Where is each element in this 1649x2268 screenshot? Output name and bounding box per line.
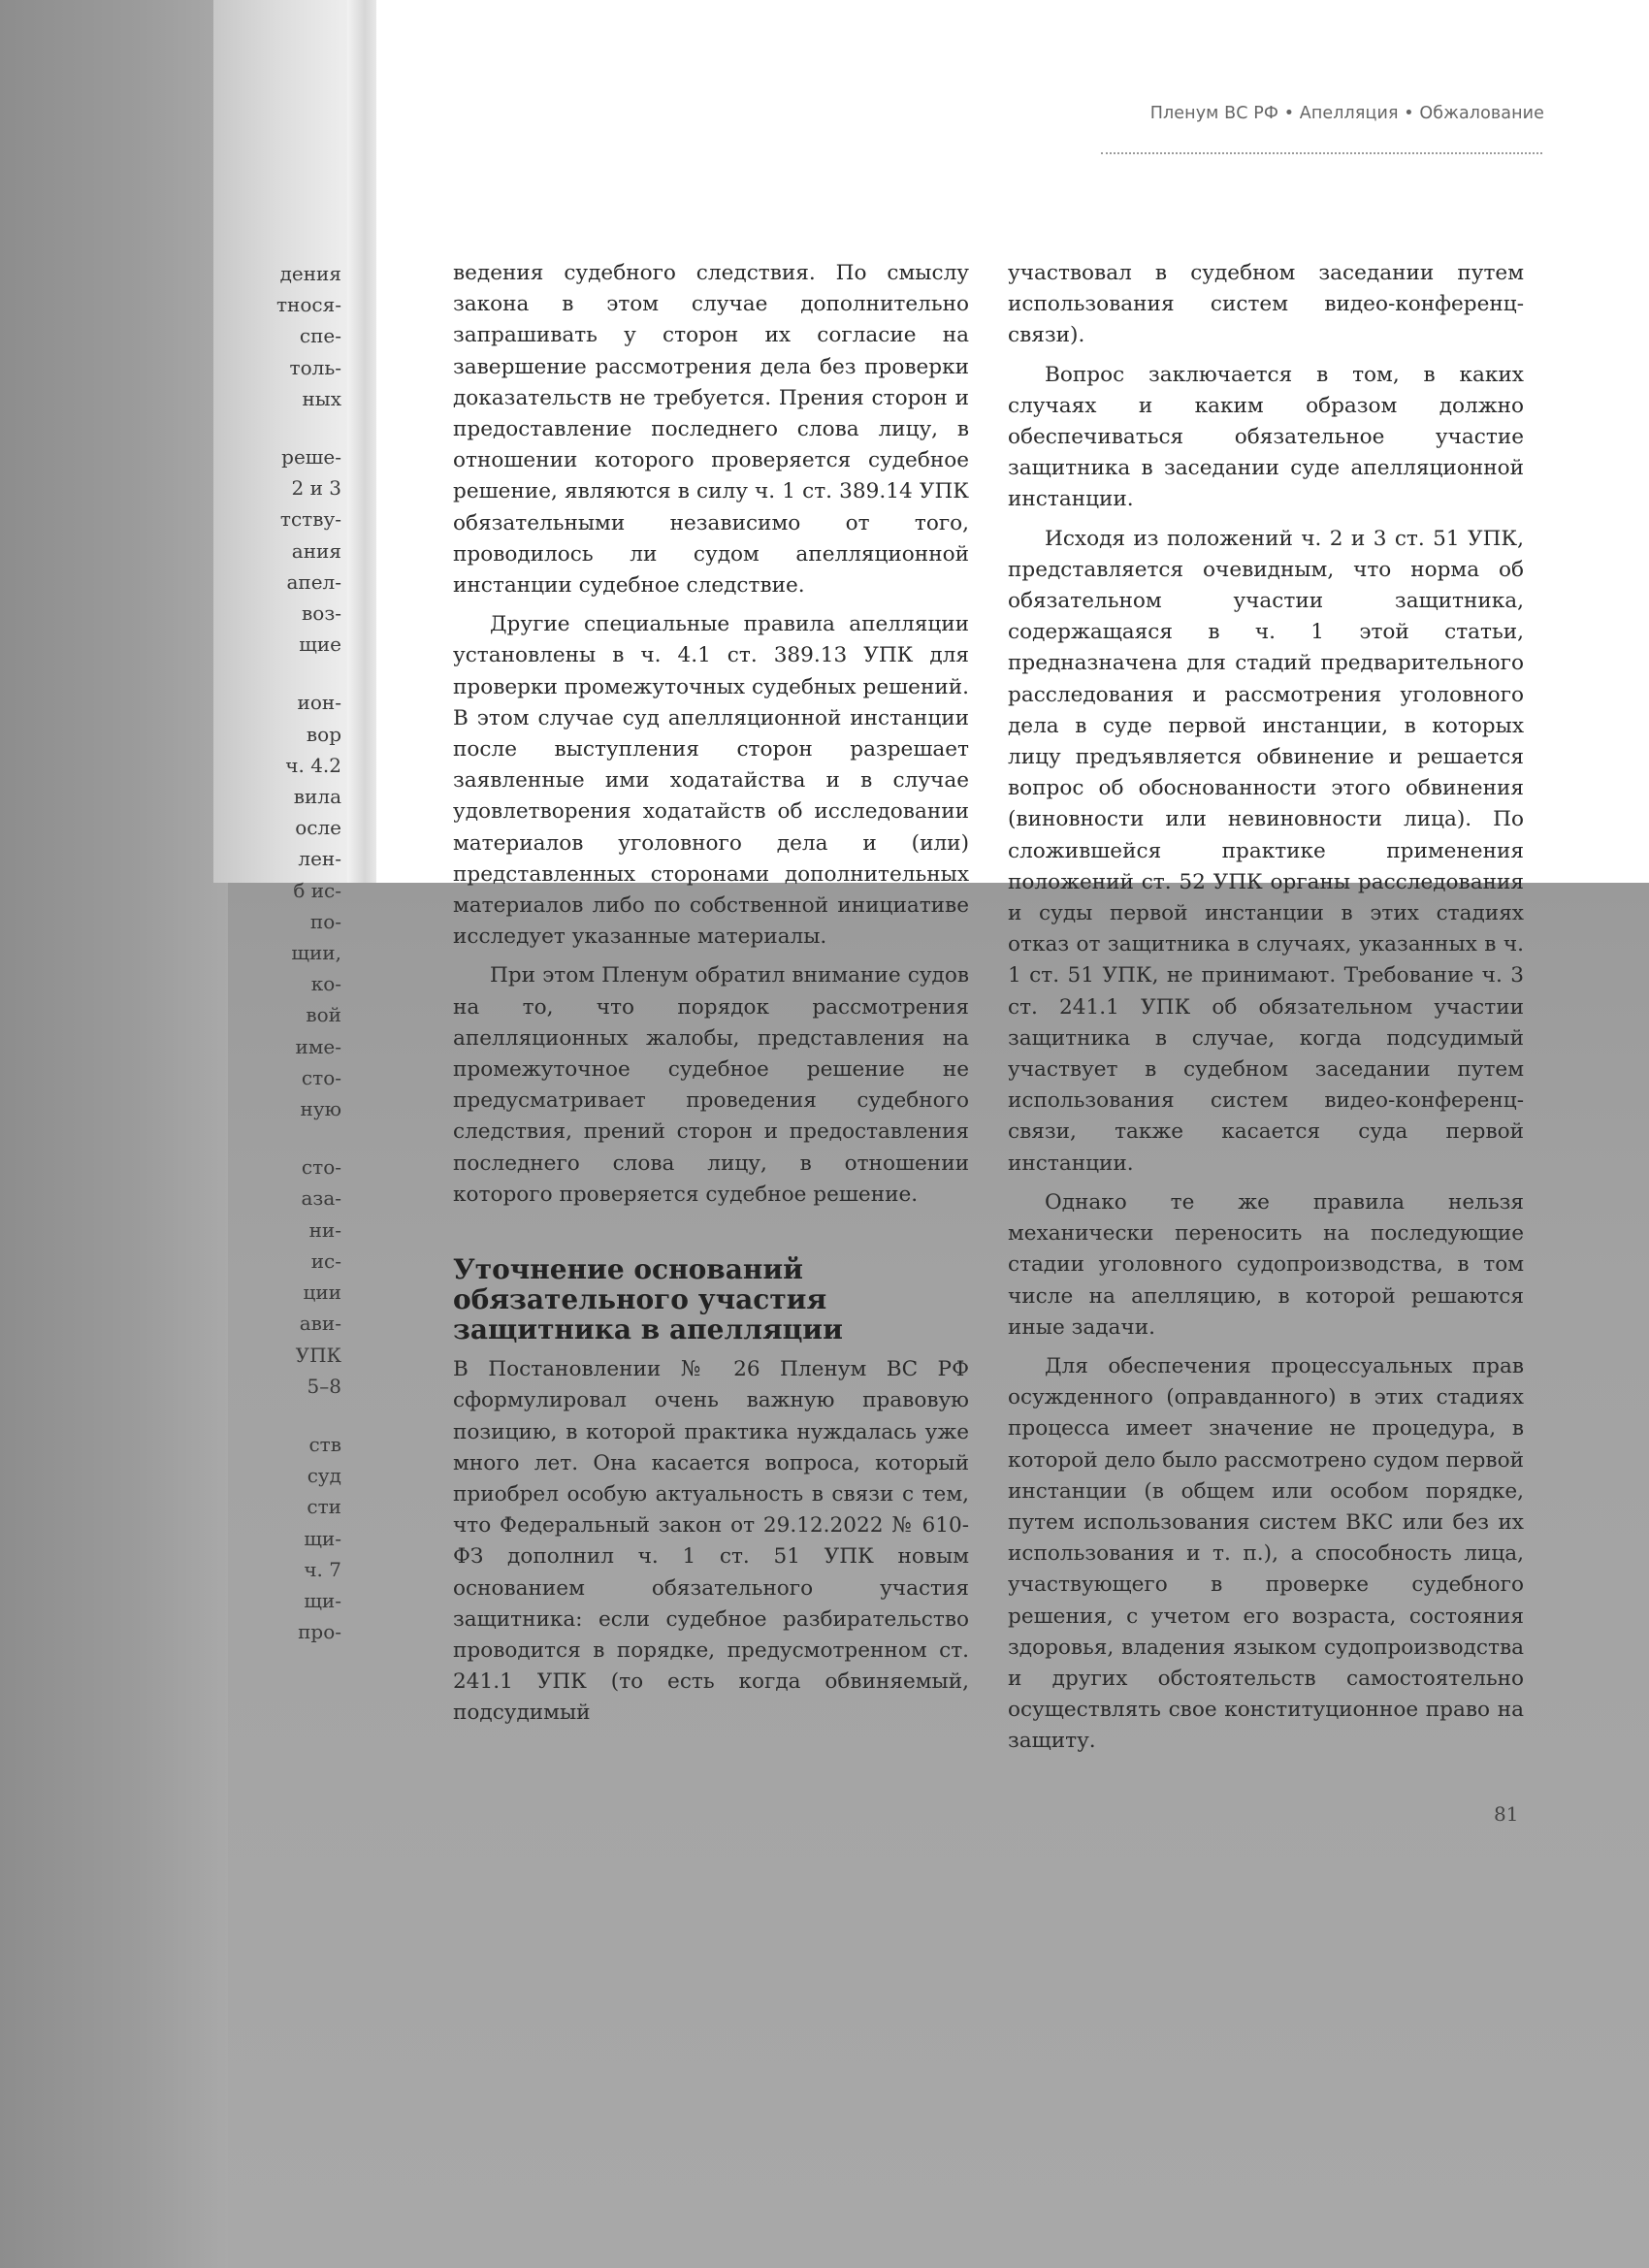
text-column-right bbox=[1008, 258, 1524, 1758]
facing-page-fragment bbox=[244, 660, 341, 687]
facing-page-fragment: УПК bbox=[295, 1343, 341, 1367]
facing-page-fragment: сти bbox=[307, 1495, 341, 1519]
facing-page-fragment: тству- bbox=[279, 507, 341, 532]
section-heading: Уточнение оснований обязательного участия защитника в апелляции bbox=[453, 1253, 843, 1346]
paragraph: В Постановлении № 26 Пленум ВС РФ сформулировал очень важную правовую позицию, в которой практика нуждалась уже много лет. Она касается вопроса, который приобрел особую актуальность в связи с тем, что Федеральный закон от 29.12.2022 № 610-ФЗ дополнил ч. 1 ст. 51 УПК новым основанием обязательного участия защитника: если судебное разбирательство проводится в порядке, предусмотренном ст. 241.1 УПК (то есть когда обвиняемый, подсудимый bbox=[453, 1357, 969, 1726]
facing-page-fragment: апел- bbox=[286, 569, 341, 594]
page-fold bbox=[347, 0, 376, 883]
facing-page-fragment: по- bbox=[309, 909, 341, 933]
paragraph: ведения судебного следствия. По смыслу закона в этом случае дополнительно запрашивать у сторон их согласие на завершение рассмотрения дела без проверки доказательств не требуется. Прения сторон и предоставление последнего слова лицу, в отношении которого проверяется судебное решение, являются в силу ч. 1 ст. 389.14 УПК обязательными независимо от того, проводилось ли судом апелляционной инстанции судебное следствие. bbox=[453, 261, 969, 599]
facing-page-fragment: суд bbox=[307, 1464, 341, 1488]
facing-page-fragment: ную bbox=[300, 1097, 341, 1121]
facing-page-fragment: ч. 4.2 bbox=[285, 753, 341, 777]
facing-page-fragment: аза- bbox=[301, 1186, 341, 1211]
paragraph: Вопрос заключается в том, в каких случаях и каким образом должно обеспечиваться обязательное участие защитника в заседании суде апелляционной инстанции. bbox=[1008, 362, 1524, 512]
header-dotted-rule bbox=[1101, 152, 1542, 154]
facing-page-fragment: 2 и 3 bbox=[291, 476, 341, 501]
paragraph: Исходя из положений ч. 2 и 3 ст. 51 УПК, представляется очевидным, что норма об обязательном участии защитника, содержащаяся в ч. 1 этой статьи, предназначена для стадий предварительного расследования и рассмотрения уголовного дела в суде первой инстанции, в которых лицу предъявляется обвинение и решается вопрос об обоснованности этого обвинения (виновности или невиновности лица). По сложившейся практике применения положений ст. 52 УПК органы расследования и суды первой инстанции в этих стадиях отказ от защитника в случаях, указанных в ч. 1 ст. 51 УПК, не принимают. Требование ч. 3 ст. 241.1 УПК об обязательном участии защитника в случае, когда подсудимый участвует в судебном заседании путем использования систем видео-конференц-связи, также касается суда первой инстанции. bbox=[1008, 526, 1524, 1176]
running-head: Пленум ВС РФ • Апелляция • Обжалование bbox=[1149, 104, 1544, 123]
facing-page-fragment: дения bbox=[279, 262, 341, 285]
facing-page-fragment: лен- bbox=[298, 847, 341, 871]
facing-page-fragment: щие bbox=[299, 632, 341, 657]
facing-page-fragment: сто- bbox=[301, 1065, 341, 1089]
facing-page-fragment: вила bbox=[293, 785, 341, 809]
paragraph: Для обеспечения процессуальных прав осужденного (оправданного) в этих стадиях процесса имеет значение не процедура, в которой дело было рассмотрено судом первой инстанции (в общем или особом порядке, путем использования систем ВКС или без их использования и т. п.), а способность лица, участвующего в проверке судебного решения, с учетом его возраста, состояния здоровья, владения языком судопроизводства и других обстоятельств самостоятельно осуществлять свое конституционное право на защиту. bbox=[1008, 1353, 1524, 1754]
facing-page-fragment: ави- bbox=[299, 1312, 341, 1336]
paragraph: При этом Пленум обратил внимание судов на то, что порядок рассмотрения апелляционных жалобы, представления на промежуточное судебное решение не предусматривает проведения судебного следствия, прений сторон и предоставления последнего слова лицу, в отношении которого проверяется судебное решение. bbox=[453, 963, 969, 1207]
facing-page-fragment: тнося- bbox=[275, 293, 341, 317]
facing-page-fragment: осле bbox=[295, 816, 341, 840]
facing-page-fragment bbox=[244, 1124, 341, 1151]
paragraph: Однако те же правила нельзя механически переносить на последующие стадии уголовного судопроизводства, в том числе на апелляцию, в которой решаются иные задачи. bbox=[1008, 1189, 1524, 1340]
facing-page-text bbox=[244, 258, 341, 1647]
facing-page-fragment bbox=[244, 414, 341, 441]
facing-page-fragment: сто- bbox=[301, 1155, 341, 1180]
paragraph: участвовал в судебном заседании путем использования систем видео-конференц-связи). bbox=[1008, 261, 1524, 348]
facing-page-fragment: б ис- bbox=[293, 878, 341, 902]
facing-page-fragment: ни- bbox=[308, 1217, 341, 1242]
facing-page-fragment: щии, bbox=[291, 941, 341, 965]
facing-page-fragment: ции bbox=[303, 1280, 341, 1305]
facing-page-fragment: щи- bbox=[304, 1588, 341, 1612]
binding-shadow bbox=[0, 0, 228, 2268]
facing-page-fragment: вой bbox=[306, 1003, 341, 1027]
text-column-left bbox=[453, 258, 969, 1730]
facing-page-fragment: толь- bbox=[289, 355, 341, 379]
facing-page-fragment: ч. 7 bbox=[304, 1557, 341, 1581]
page-number: 81 bbox=[1494, 1802, 1519, 1826]
facing-page-fragment: вор bbox=[306, 722, 341, 746]
facing-page-fragment: ных bbox=[302, 386, 341, 410]
facing-page-fragment: име- bbox=[295, 1034, 341, 1058]
facing-page-fragment: ания bbox=[291, 538, 341, 563]
facing-page-fragment: ион- bbox=[297, 691, 341, 715]
facing-page-fragment: ств bbox=[308, 1432, 341, 1456]
facing-page-fragment: ис- bbox=[310, 1248, 341, 1273]
facing-page-fragment: воз- bbox=[302, 601, 341, 626]
paragraph: Другие специальные правила апелляции установлены в ч. 4.1 ст. 389.13 УПК для проверки промежуточных судебных решений. В этом случае суд апелляционной инстанции после выступления сторон разрешает заявленные ими ходатайства и в случае удовлетворения ходатайств об исследовании материалов уголовного дела и (или) представленных сторонами дополнительных материалов либо по собственной инициативе исследует указанные материалы. bbox=[453, 612, 969, 950]
facing-page-fragment: ко- bbox=[310, 972, 341, 996]
facing-page-fragment: про- bbox=[298, 1620, 341, 1644]
facing-page-fragment: реше- bbox=[281, 445, 341, 470]
facing-page-fragment bbox=[244, 1402, 341, 1429]
facing-page-fragment: спе- bbox=[299, 324, 341, 348]
facing-page-fragment: 5–8 bbox=[307, 1374, 341, 1398]
facing-page-fragment: щи- bbox=[304, 1526, 341, 1550]
